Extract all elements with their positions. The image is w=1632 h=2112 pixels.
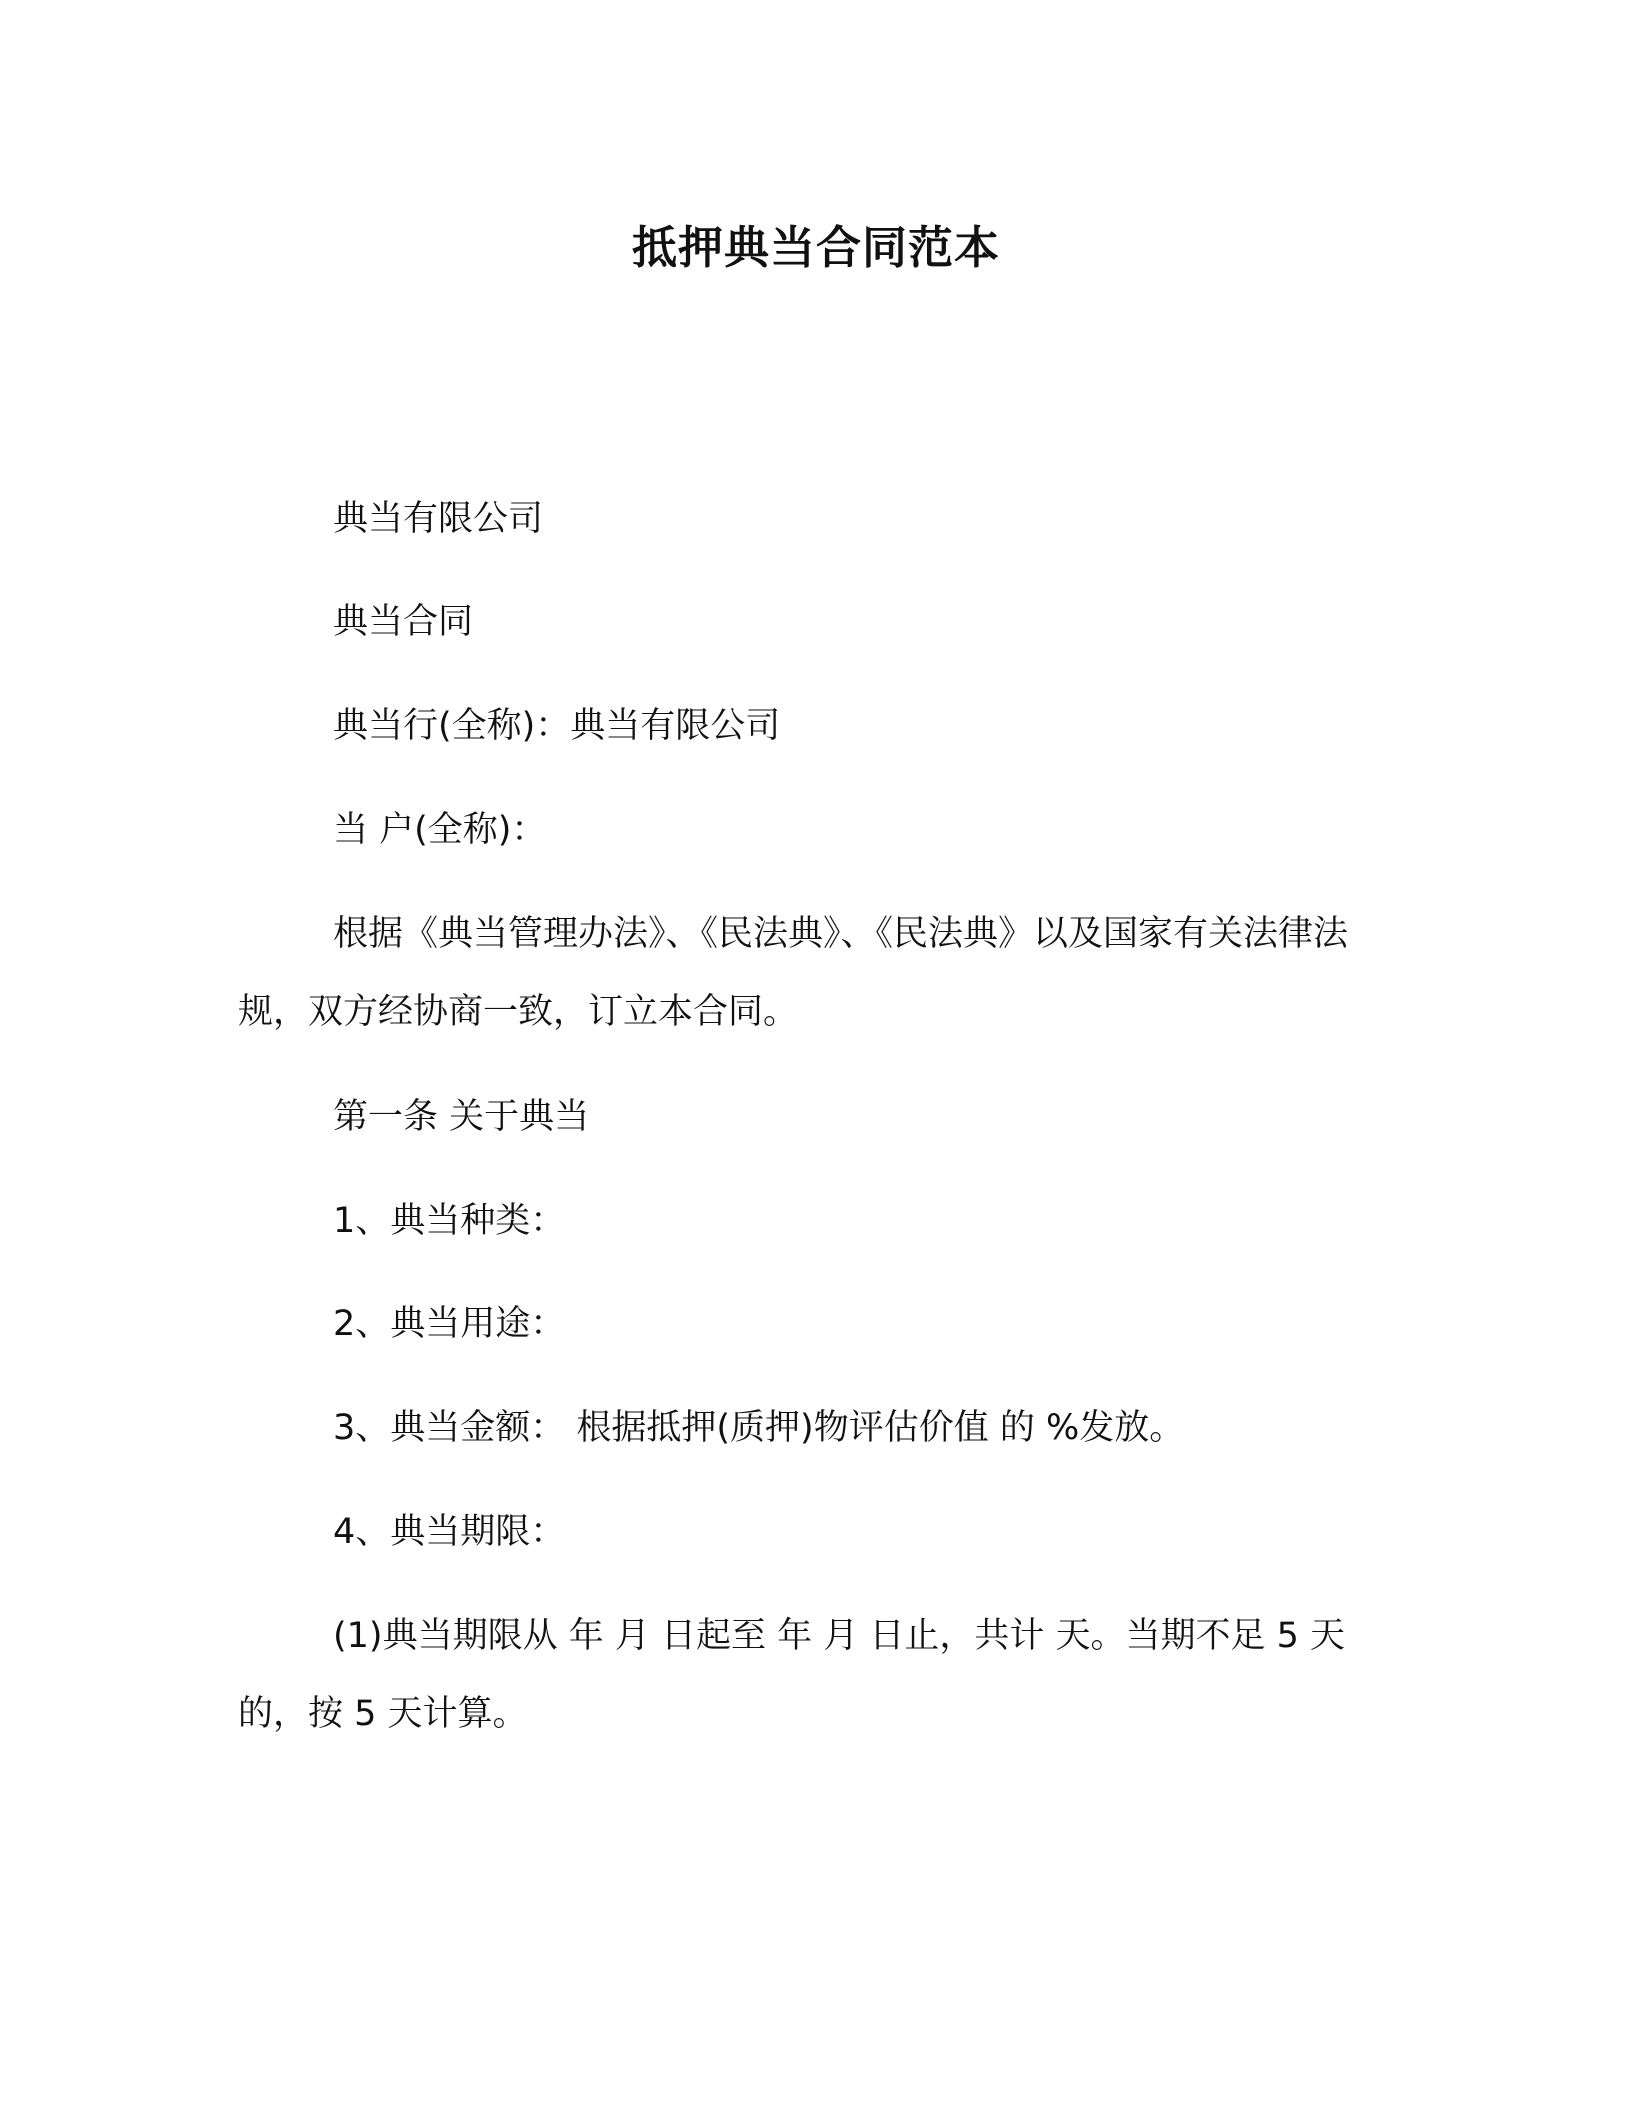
document-title: 抵押典当合同范本 <box>631 221 1000 274</box>
pawner-line: 当 户(全称)： <box>333 810 547 850</box>
item-1-pawn-type: 1、典当种类： <box>333 1201 566 1241</box>
pawnshop-line: 典当行(全称)：典当有限公司 <box>333 706 781 746</box>
item-2-pawn-use: 2、典当用途： <box>333 1304 566 1344</box>
article-1-heading: 第一条 关于典当 <box>333 1097 590 1137</box>
item-4-pawn-term: 4、典当期限： <box>333 1512 566 1552</box>
company-name: 典当有限公司 <box>333 499 544 539</box>
intro-paragraph: 根据《典当管理办法》、《民法典》、《民法典》以及国家有关法律法规，双方经协商一致，订立本合同。 <box>238 914 1349 1032</box>
term-paragraph: (1)典当期限从 年 月 日起至 年 月 日止，共计 天。当期不足 5 天的，按 5 天计算。 <box>238 1616 1345 1734</box>
contract-name: 典当合同 <box>333 602 474 642</box>
item-3-pawn-amount: 3、典当金额： 根据抵押(质押)物评估价值 的 %发放。 <box>333 1408 1185 1448</box>
